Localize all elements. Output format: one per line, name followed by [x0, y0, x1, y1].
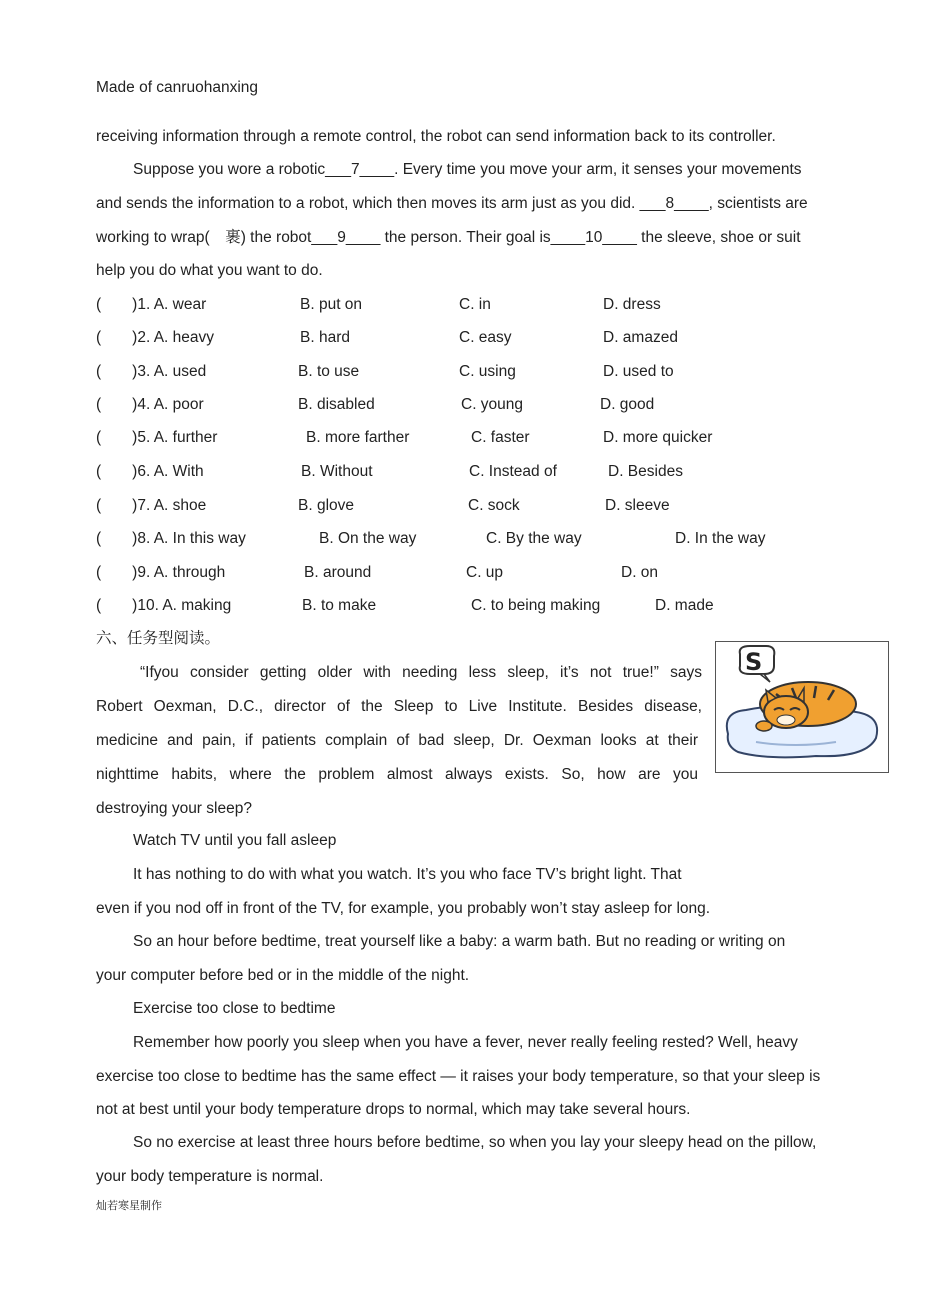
question-stem: ( )1. A. wear — [96, 296, 207, 313]
option-d: D. amazed — [603, 329, 678, 346]
question-stem: ( )4. A. poor — [96, 396, 204, 413]
sleeping-cat-icon — [716, 642, 888, 772]
option-c: C. Instead of — [469, 463, 557, 480]
option-b: B. disabled — [298, 396, 375, 413]
option-d: D. dress — [603, 296, 661, 313]
question-stem: ( )9. A. through — [96, 564, 226, 581]
option-b: B. On the way — [319, 530, 417, 547]
option-c: C. to being making — [471, 597, 601, 614]
option-c: C. up — [466, 564, 504, 581]
option-b: B. Without — [301, 463, 373, 480]
intro-line-4: nighttime habits, where the problem almost always exists. So, how are you — [96, 766, 698, 783]
option-d: D. on — [621, 564, 659, 581]
option-b: B. hard — [300, 329, 350, 346]
option-d: D. sleeve — [605, 497, 670, 514]
question-stem: ( )8. A. In this way — [96, 530, 246, 547]
body-line: Remember how poorly you sleep when you have a fever, never really feeling rested? Well, heavy — [133, 1034, 798, 1051]
option-d: D. used to — [603, 363, 674, 380]
passage-line-3: and sends the information to a robot, which then moves its arm just as you did. ___8____, scientists are — [96, 195, 808, 212]
passage-line-5: help you do what you want to do. — [96, 262, 323, 279]
body-line: your computer before bed or in the middle of the night. — [96, 967, 470, 984]
question-stem: ( )2. A. heavy — [96, 329, 215, 346]
question-stem: ( )6. A. With — [96, 463, 204, 480]
subheading-exercise: Exercise too close to bedtime — [133, 1000, 336, 1017]
option-d: D. made — [655, 597, 714, 614]
intro-line-3: medicine and pain, if patients complain of bad sleep, Dr. Oexman looks at their — [96, 732, 698, 749]
question-stem: ( )3. A. used — [96, 363, 207, 380]
option-b: B. glove — [298, 497, 355, 514]
option-c: C. easy — [459, 329, 512, 346]
question-stem: ( )5. A. further — [96, 429, 218, 446]
option-c: C. in — [459, 296, 491, 313]
passage-line-2: Suppose you wore a robotic___7____. Every time you move your arm, it senses your movements — [133, 161, 802, 178]
body-line: So an hour before bedtime, treat yourself like a baby: a warm bath. But no reading or writing on — [133, 933, 786, 950]
option-c: C. By the way — [486, 530, 582, 547]
page-footer: 灿若寒星制作 — [96, 1199, 162, 1212]
body-line: So no exercise at least three hours before bedtime, so when you lay your sleepy head on the pillow, — [133, 1134, 817, 1151]
option-b: B. more farther — [306, 429, 410, 446]
page-header: Made of canruohanxing — [96, 79, 259, 96]
body-line: not at best until your body temperature drops to normal, which may take several hours. — [96, 1101, 691, 1118]
option-d: D. more quicker — [603, 429, 713, 446]
option-c: C. young — [461, 396, 524, 413]
intro-line-5: destroying your sleep? — [96, 800, 252, 817]
passage-line-1: receiving information through a remote control, the robot can send information back to its controller. — [96, 128, 776, 145]
question-stem: ( )10. A. making — [96, 597, 232, 614]
option-c: C. using — [459, 363, 516, 380]
option-d: D. Besides — [608, 463, 683, 480]
option-d: D. good — [600, 396, 655, 413]
sleeping-cat-illustration — [715, 641, 889, 773]
body-line: exercise too close to bedtime has the same effect — it raises your body temperature, so that your sleep is — [96, 1068, 821, 1085]
option-c: C. sock — [468, 497, 520, 514]
option-b: B. to use — [298, 363, 360, 380]
intro-line-2: Robert Oexman, D.C., director of the Sleep to Live Institute. Besides disease, — [96, 698, 702, 715]
question-stem: ( )7. A. shoe — [96, 497, 207, 514]
option-b: B. put on — [300, 296, 363, 313]
option-d: D. In the way — [675, 530, 766, 547]
body-line: even if you nod off in front of the TV, for example, you probably won’t stay asleep for long. — [96, 900, 711, 917]
section-title: 六、任务型阅读。 — [96, 629, 221, 647]
option-b: B. around — [304, 564, 372, 581]
option-b: B. to make — [302, 597, 377, 614]
body-line: your body temperature is normal. — [96, 1168, 324, 1185]
body-line: It has nothing to do with what you watch. It’s you who face TV’s bright light. That — [133, 866, 682, 883]
subheading-watch-tv: Watch TV until you fall asleep — [133, 832, 337, 849]
passage-line-4: working to wrap( 裹) the robot___9____ the person. Their goal is____10____ the sleeve, shoe or suit — [96, 229, 801, 246]
bubble-letter: S — [745, 648, 763, 676]
intro-line-1: “Ifyou consider getting older with needing less sleep, it’s not true!” says — [140, 664, 702, 681]
option-c: C. faster — [471, 429, 530, 446]
